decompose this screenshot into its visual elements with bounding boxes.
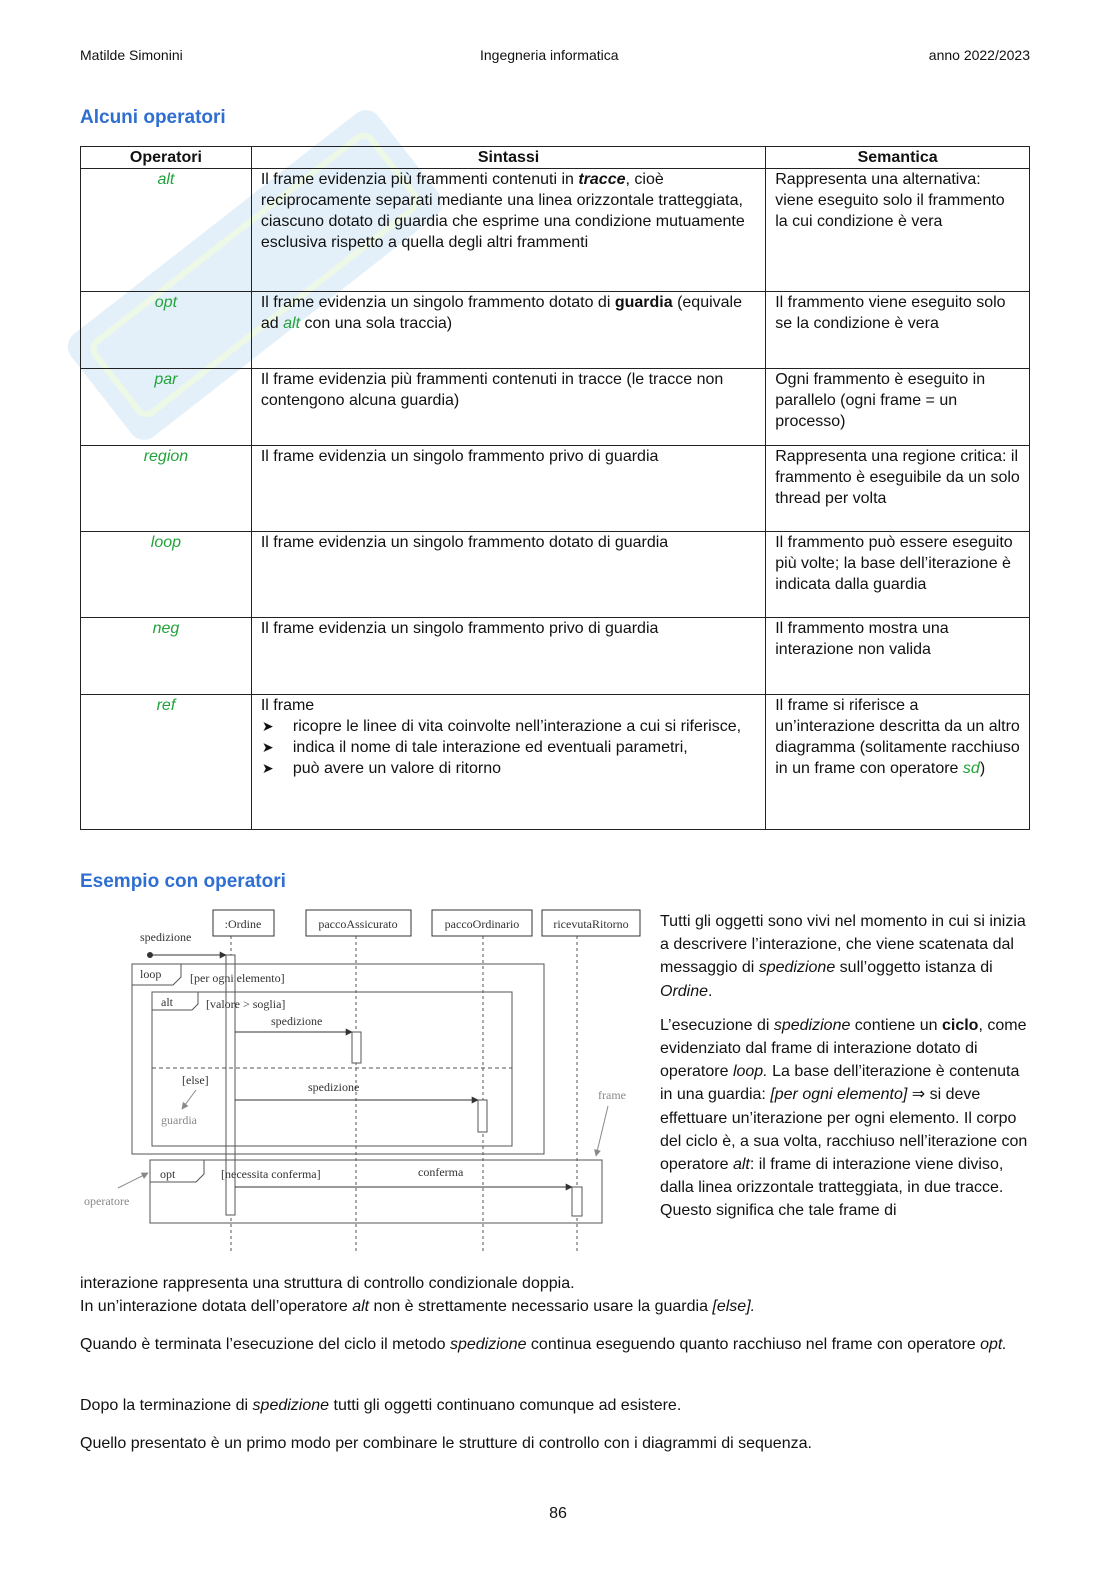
table-row [81,695,1030,830]
paragraph: Dopo la terminazione di spedizione tutti gli oggetti continuano comunque ad esistere. [80,1397,682,1414]
message-spedizione-1: spedizione [271,1014,323,1028]
syntax-cell: Il frame evidenzia un singolo frammento dotato di guardia [251,532,765,618]
loop-guard: [per ogni elemento] [190,971,285,985]
semantics-cell: Il frame si riferisce a un’interazione descritta da un altro diagramma (solitamente racchiuso in un frame con operatore sd) [766,695,1030,830]
paragraph: L’esecuzione di spedizione contiene un ciclo, come evidenziato dal frame di interazione dotato di operatore loop. La base dell’iterazione è contenuta in una guardia: [per ogni elemento] ⇒ si deve effettuare un’iterazione per ogni elemento. Il corpo del ciclo è, a sua volta, racchiuso nell’iterazione con operatore alt: il frame di interazione viene diviso, dalla linea orizzontale tratteggiata, in due tracce. Questo significa che tale frame di [660,1016,1028,1220]
lifeline-ordine: :Ordine [224,917,262,931]
table-row [81,369,1030,446]
syntax-cell: Il frame evidenzia più frammenti contenuti in tracce (le tracce non contengono alcuna guardia) [251,369,765,446]
section-title-esempio: Esempio con operatori [80,871,286,892]
opt-operator-label: opt [160,1167,176,1181]
table-row [81,292,1030,369]
message-spedizione-start: spedizione [140,930,192,944]
table-header-row [81,147,1030,169]
header-author: Matilde Simonini [80,47,183,63]
opt-guard: [necessita conferma] [221,1167,321,1181]
operators-table [80,146,1030,830]
operator-name: ref [81,695,252,830]
semantics-cell: Il frammento può essere eseguito più volte; la base dell’iterazione è indicata dalla guardia [766,532,1030,618]
table-row [81,618,1030,695]
semantics-cell: Ogni frammento è eseguito in parallelo (ogni frame = un processo) [766,369,1030,446]
section-title-operatori: Alcuni operatori [80,107,226,128]
operator-name: opt [81,292,252,369]
operator-name: alt [81,169,252,292]
semantics-cell: Il frammento mostra una interazione non valida [766,618,1030,695]
paragraph: Tutti gli oggetti sono vivi nel momento in cui si inizia a descrivere l’interazione, che viene scatenata dal messaggio di spedizione sull’oggetto istanza di Ordine. [660,913,1026,1000]
paragraph: interazione rappresenta una struttura di controllo condizionale doppia. In un’interazione dotata dell’operatore alt non è strettamente necessario usare la guardia [else]. [80,1275,756,1315]
paragraph: Quello presentato è un primo modo per combinare le strutture di controllo con i diagrammi di sequenza. [80,1435,812,1452]
syntax-cell: Il frame ➤ ricopre le linee di vita coinvolte nell’interazione a cui si riferisce, ➤ indica il nome di tale interazione ed eventuali parametri, ➤ può avere un valore di ritorno [251,695,765,830]
syntax-cell: Il frame evidenzia un singolo frammento dotato di guardia (equivale ad alt con una sola traccia) [251,292,765,369]
diagram-explanation [660,910,1032,1223]
paragraph: Quando è terminata l’esecuzione del ciclo il metodo spedizione continua eseguendo quanto racchiuso nel frame con operatore opt. [80,1336,1007,1353]
operator-name: neg [81,618,252,695]
syntax-bullet-list [261,716,756,779]
page-number: 86 [549,1505,567,1522]
sequence-diagram [78,906,650,1256]
loop-operator-label: loop [140,967,162,981]
syntax-cell: Il frame evidenzia un singolo frammento privo di guardia [251,618,765,695]
syntax-cell: Il frame evidenzia più frammenti contenuti in tracce, cioè reciprocamente separati mediante una linea orizzontale tratteggiata, ciascuno dotato di guardia che esprime una condizione mutuamente esclusiva rispetto a quella degli altri frammenti [251,169,765,292]
message-spedizione-2: spedizione [308,1080,360,1094]
else-guard: [else] [182,1073,209,1087]
lifeline-pacco-assicurato: paccoAssicurato [318,917,398,931]
table-row [81,532,1030,618]
header-year: anno 2022/2023 [928,47,1030,63]
operatore-annotation: operatore [84,1194,130,1208]
semantics-cell: Il frammento viene eseguito solo se la condizione è vera [766,292,1030,369]
page-header [80,47,1030,67]
list-item: ➤ può avere un valore di ritorno [261,758,756,779]
list-item: ➤ indica il nome di tale interazione ed eventuali parametri, [261,737,756,758]
semantics-cell: Rappresenta una regione critica: il frammento è eseguibile da un solo thread per volta [766,446,1030,532]
operator-name: par [81,369,252,446]
syntax-cell: Il frame evidenzia un singolo frammento privo di guardia [251,446,765,532]
column-header: Operatori [81,147,252,169]
alt-operator-label: alt [161,995,173,1009]
column-header: Semantica [766,147,1030,169]
operator-name: loop [81,532,252,618]
alt-guard: [valore > soglia] [206,997,286,1011]
message-conferma: conferma [418,1165,464,1179]
table-row [81,446,1030,532]
frame-annotation: frame [598,1088,626,1102]
lifeline-pacco-ordinario: paccoOrdinario [444,917,520,931]
semantics-cell: Rappresenta una alternativa: viene eseguito solo il frammento la cui condizione è vera [766,169,1030,292]
lifeline-ricevuta-ritorno: ricevutaRitorno [553,917,629,931]
list-item: ➤ ricopre le linee di vita coinvolte nell’interazione a cui si riferisce, [261,716,756,737]
table-row [81,169,1030,292]
header-course: Ingegneria informatica [480,47,619,63]
column-header: Sintassi [251,147,765,169]
operator-name: region [81,446,252,532]
guardia-annotation: guardia [161,1113,197,1127]
